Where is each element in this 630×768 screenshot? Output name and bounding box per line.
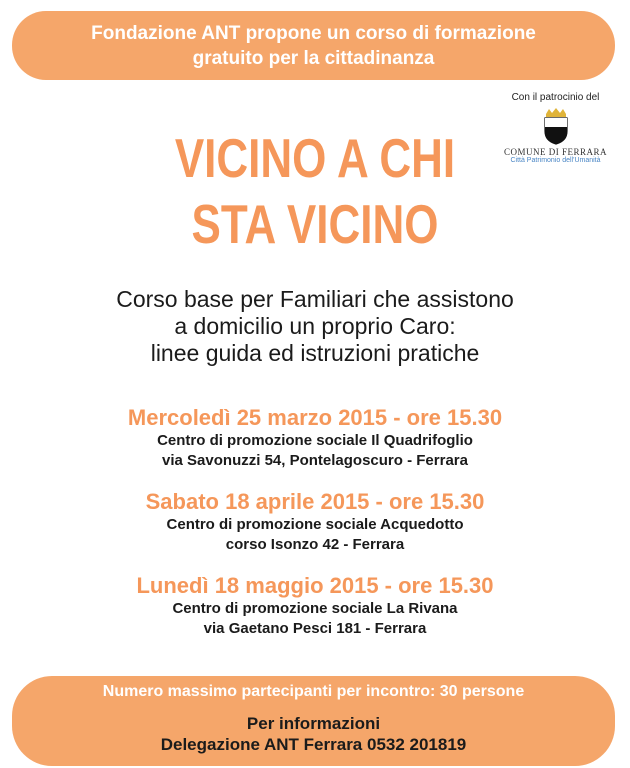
event-3 xyxy=(0,572,630,639)
event-place: Centro di promozione sociale Acquedotto xyxy=(166,516,464,533)
main-title xyxy=(63,125,567,257)
event-address: via Savonuzzi 54, Pontelagoscuro - Ferrara xyxy=(162,452,468,469)
main-title-line-1: VICINO A CHI xyxy=(174,127,456,189)
patronage-caption: Con il patrocinio del xyxy=(511,92,600,103)
footer-banner xyxy=(12,676,615,766)
event-place: Centro di promozione sociale Il Quadrifoglio xyxy=(157,432,473,449)
subtitle-line-1: Corso base per Familiari che assistono xyxy=(116,286,514,312)
event-address: corso Isonzo 42 - Ferrara xyxy=(225,536,405,553)
header-line-1: Fondazione ANT propone un corso di formazione xyxy=(91,22,536,44)
info-label: Per informazioni xyxy=(246,714,381,733)
patronage-name: COMUNE DI FERRARA xyxy=(503,147,607,157)
subtitle xyxy=(0,286,630,367)
patronage-tagline: Città Patrimonio dell'Umanità xyxy=(510,157,601,164)
main-title-line-2: STA VICINO xyxy=(191,193,439,255)
info-contact: Delegazione ANT Ferrara 0532 201819 xyxy=(160,735,467,754)
event-1 xyxy=(0,404,630,471)
event-date: Lunedì 18 maggio 2015 - ore 15.30 xyxy=(136,573,494,598)
subtitle-line-3: linee guida ed istruzioni pratiche xyxy=(150,340,480,366)
event-date: Mercoledì 25 marzo 2015 - ore 15.30 xyxy=(127,405,503,430)
header-banner xyxy=(12,11,615,80)
header-line-2: gratuito per la cittadinanza xyxy=(192,47,435,69)
subtitle-line-2: a domicilio un proprio Caro: xyxy=(174,313,456,339)
event-date: Sabato 18 aprile 2015 - ore 15.30 xyxy=(145,489,485,514)
event-address: via Gaetano Pesci 181 - Ferrara xyxy=(203,620,427,637)
event-place: Centro di promozione sociale La Rivana xyxy=(172,600,458,617)
event-2 xyxy=(0,488,630,555)
max-participants-text: Numero massimo partecipanti per incontro: 30 persone xyxy=(102,683,525,700)
